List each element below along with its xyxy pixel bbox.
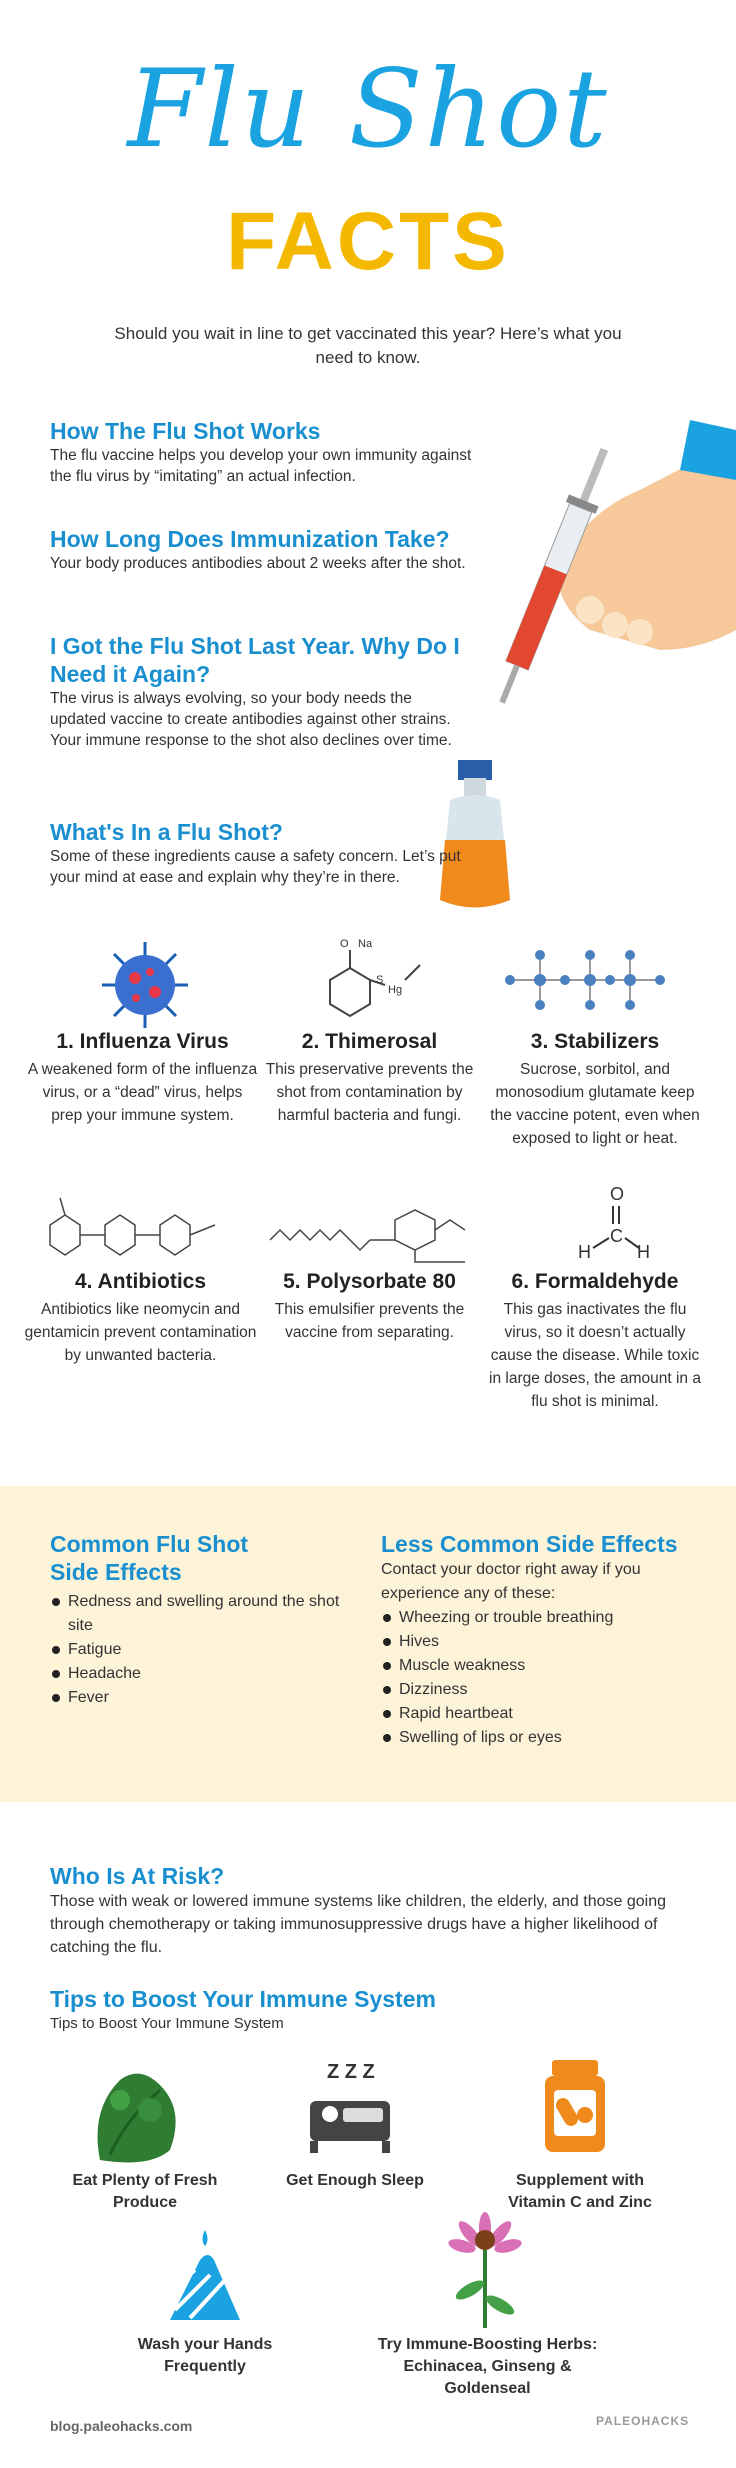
section-whats-in (50, 818, 470, 888)
chem-label-h: H (637, 1242, 650, 1260)
less-common-side-effects (381, 1530, 701, 1750)
sleep-bed-icon (305, 2056, 395, 2156)
chem-label-hg: Hg (388, 984, 403, 996)
section-body: Some of these ingredients cause a safety concern. Let’s put your mind at ease and explain why they’re in there. (50, 848, 461, 886)
section-heading: How The Flu Shot Works (50, 418, 321, 444)
chem-label-o: O (340, 938, 349, 950)
risk-heading: Who Is At Risk? (50, 1863, 225, 1889)
stabilizer-molecule-icon (500, 940, 670, 1020)
tip-herbs: Try Immune-Boosting Herbs: Echinacea, Ginseng & Goldenseal (377, 2336, 598, 2397)
section-how-works (50, 417, 490, 487)
chem-label-c: C (610, 1226, 623, 1246)
ingredient-influenza (25, 1028, 260, 1127)
ingredient-title: 4. Antibiotics (74, 1270, 207, 1293)
intro-text: Should you wait in line to get vaccinated this year? Here’s what you need to know. (114, 324, 622, 367)
ingredient-title: 6. Formaldehyde (511, 1270, 679, 1293)
hand-wash-icon (150, 2230, 260, 2330)
footer-url[interactable]: blog.paleohacks.com (50, 2418, 193, 2434)
antibiotic-structure-icon (30, 1190, 230, 1270)
ingredient-title: 5. Polysorbate 80 (283, 1270, 456, 1293)
section-body: The virus is always evolving, so your body needs the updated vaccine to create antibodies against other strains. Your immune response to the shot also declines over time. (50, 690, 452, 749)
common-heading: Common Flu Shot Side Effects (50, 1531, 249, 1585)
list-item: Fatigue (50, 1638, 360, 1662)
list-item: Swelling of lips or eyes (381, 1726, 701, 1750)
risk-section (50, 1862, 690, 1959)
list-item: Hives (381, 1630, 701, 1654)
ingredient-body: A weakened form of the influenza virus, or a “dead” virus, helps prep your immune system. (27, 1061, 258, 1124)
ingredient-title: 1. Influenza Virus (56, 1030, 229, 1053)
section-heading: How Long Does Immunization Take? (50, 526, 450, 552)
title-facts: FACTS (226, 196, 510, 287)
list-item: Fever (50, 1686, 360, 1710)
tips-heading: Tips to Boost Your Immune System (50, 1986, 436, 2012)
section-immunization (50, 525, 490, 574)
chem-label-na: Na (358, 938, 373, 950)
virus-icon (100, 940, 190, 1030)
ingredient-body: This emulsifier prevents the vaccine from separating. (274, 1301, 465, 1341)
section-again (50, 632, 470, 751)
common-list (50, 1590, 360, 1710)
polysorbate-structure-icon (265, 1200, 475, 1270)
tip-wash-hands: Wash your Hands Frequently (137, 2336, 273, 2375)
list-item: Muscle weakness (381, 1654, 701, 1678)
ingredient-antibiotics (18, 1268, 263, 1367)
section-body: The flu vaccine helps you develop your own immunity against the flu virus by “imitating” an actual infection. (50, 447, 472, 485)
less-heading: Less Common Side Effects (381, 1531, 678, 1557)
risk-body: Those with weak or lowered immune systems like children, the elderly, and those going through chemotherapy or taking immunosuppressive drugs have a higher likelihood of catching the flu. (50, 1893, 666, 1956)
ingredient-formaldehyde (485, 1268, 705, 1413)
tips-subheading: Tips to Boost Your Immune System (50, 2015, 284, 2032)
tip-produce: Eat Plenty of Fresh Produce (72, 2172, 218, 2211)
formaldehyde-structure-icon (575, 1180, 655, 1260)
tip-sleep: Get Enough Sleep (286, 2172, 424, 2189)
kale-icon (80, 2060, 190, 2170)
section-heading: I Got the Flu Shot Last Year. Why Do I Need it Again? (50, 633, 460, 687)
supplement-bottle-icon (540, 2055, 610, 2155)
list-item: Headache (50, 1662, 360, 1686)
list-item: Wheezing or trouble breathing (381, 1606, 701, 1630)
echinacea-flower-icon (440, 2210, 530, 2330)
section-heading: What's In a Flu Shot? (50, 819, 283, 845)
less-list (381, 1606, 701, 1750)
ingredient-polysorbate (262, 1268, 477, 1344)
tips-section (50, 1985, 690, 2034)
ingredient-thimerosal (262, 1028, 477, 1127)
section-body: Your body produces antibodies about 2 weeks after the shot. (50, 555, 466, 572)
less-intro: Contact your doctor right away if you experience any of these: (381, 1561, 641, 1602)
sleep-zzz-text: Z Z Z (327, 2061, 375, 2083)
thimerosal-structure-icon (310, 935, 430, 1030)
chem-label-s: S (376, 974, 384, 986)
ingredient-body: Sucrose, sorbitol, and monosodium glutamate keep the vaccine potent, even when exposed to light or heat. (490, 1061, 700, 1147)
brand-logo: PALEOHACKS (596, 2414, 690, 2428)
ingredient-body: This gas inactivates the flu virus, so it doesn’t actually cause the disease. While toxic in large doses, the amount in a flu shot is minimal. (489, 1301, 701, 1410)
list-item: Redness and swelling around the shot site (50, 1590, 360, 1638)
list-item: Dizziness (381, 1678, 701, 1702)
ingredient-title: 3. Stabilizers (530, 1030, 660, 1053)
ingredient-stabilizers (485, 1028, 705, 1150)
ingredient-title: 2. Thimerosal (301, 1030, 438, 1053)
tip-supplement: Supplement with Vitamin C and Zinc (508, 2172, 652, 2211)
list-item: Rapid heartbeat (381, 1702, 701, 1726)
common-side-effects (50, 1530, 360, 1710)
ingredient-body: Antibiotics like neomycin and gentamicin prevent contamination by unwanted bacteria. (24, 1301, 257, 1364)
chem-label-h: H (578, 1242, 591, 1260)
chem-label-o: O (610, 1184, 625, 1204)
title-script: Flu Shot (127, 47, 609, 172)
ingredient-body: This preservative prevents the shot from contamination by harmful bacteria and fungi. (265, 1061, 474, 1124)
